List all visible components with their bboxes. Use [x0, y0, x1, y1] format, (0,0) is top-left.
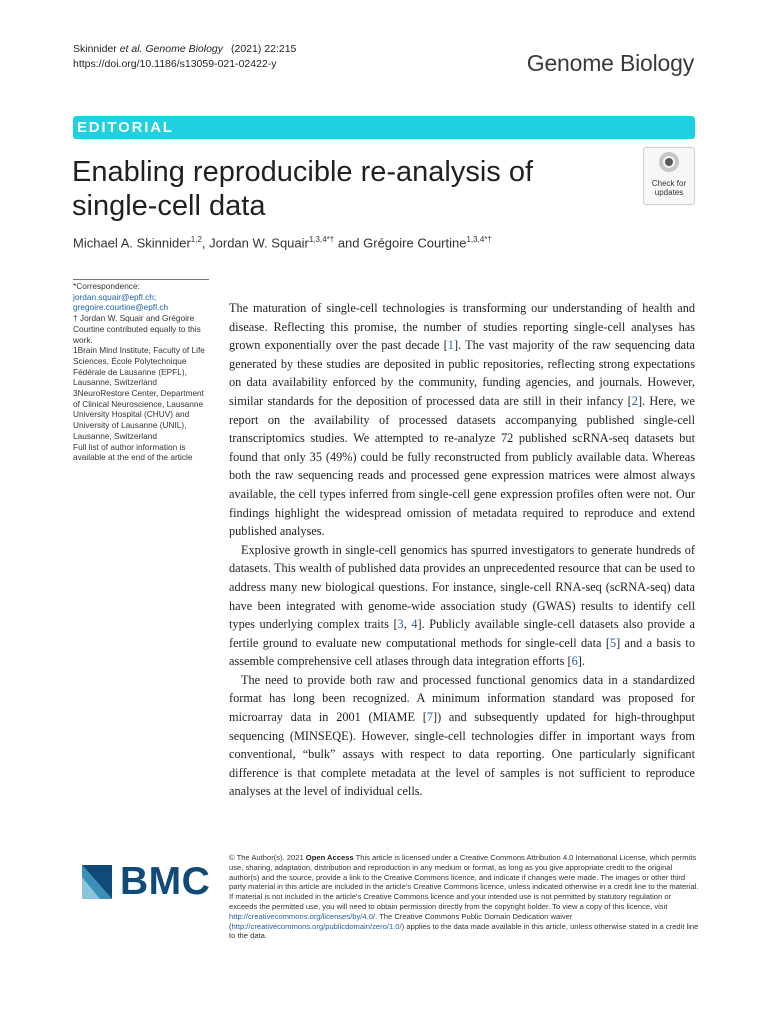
citation — [73, 42, 297, 72]
license-statement — [229, 853, 699, 941]
citation-et-al: et al. — [119, 43, 143, 55]
copyright-text: © The Author(s). 2021 — [229, 853, 306, 862]
license-text-1: This article is licensed under a Creative Commons Attribution 4.0 International License, which permits use, sharing, adaptation, distribution and reproduction in any medium or format, as long as you give appropriate credit to the original author(s) and the source, provide a link to the Creative Commons licence, and indicate if changes were made. The images or other third party material in this article are included in the article's Creative Commons licence, unless indicated otherwise in a credit line to the material. If material is not included in the article's Creative Commons licence and your intended use is not permitted by statutory regulation or exceeds the permitted use, you will need to obtain permission directly from the copyright holder. To view a copy of this licence, visit — [229, 853, 699, 911]
affiliation-1: 1Brain Mind Institute, Faculty of Life Sciences, École Polytechnique Fédérale de Lausanne (EPFL), Lausanne, Switzerland — [73, 345, 205, 388]
body-text: ]. — [577, 654, 585, 669]
citation-year-volume: (2021) 22:215 — [231, 43, 297, 55]
reference-link[interactable]: 3 — [397, 617, 404, 632]
doi-link[interactable]: https://doi.org/10.1186/s13059-021-02422-y — [73, 58, 277, 70]
affiliation-3: 3NeuroRestore Center, Department of Clinical Neuroscience, Lausanne University Hospital (CHUV) and University of Lausanne (UNIL), Lausanne, Switzerland — [73, 388, 204, 441]
body-text: The maturation of single-cell technologies is transforming our understanding of health and disease. Reflecting this promise, the number of studies reporting single-cell analyses has grown exponentially over the past decade [ — [229, 301, 695, 353]
author-affiliation-marker: 1,3,4*† — [466, 235, 492, 244]
author-name: Michael A. Skinnider — [73, 235, 191, 251]
cc-by-license-link[interactable]: http://creativecommons.org/licenses/by/4.0/ — [229, 911, 376, 921]
body-text: The need to provide both raw and processed functional genomics data in a standardized format has long been recognized. A minimum information standard was proposed for microarray data in 2001 (MIAME [ — [229, 672, 695, 725]
author-name: Jordan W. Squair — [209, 235, 309, 251]
article-type-banner — [73, 116, 695, 139]
body-text: ]. The vast majority of the raw sequencing data generated by these studies are deposited in public repositories, reflecting strong expectations on data availability enforced by the community, funding agencies, and journals. However, similar standards for the deposition of processed data are still in their infancy [ — [229, 338, 695, 408]
article-type-label: EDITORIAL — [77, 119, 174, 136]
body-text: ]. Publicly available single-cell datasets also provide a fertile ground to evaluate new computational methods for single-cell data [ — [229, 617, 696, 650]
reference-link[interactable]: 5 — [609, 635, 617, 650]
license-text-2: . The Creative Commons Public Domain Dedication waiver ( — [229, 911, 573, 931]
body-text: ]) and subsequently updated for high-throughput sequencing (MINSEQE). However, single-cell technologies differ in important ways from conventional, “bulk” assays with respect to data reporting. One particularly significant difference is that complete metadata at the level of samples is not sufficient to reproduce analyses at the level of individual cells. — [229, 710, 695, 799]
body-paragraph-1 — [229, 299, 695, 541]
body-paragraph-3 — [229, 671, 695, 801]
full-author-info-note: Full list of author information is available at the end of the article — [73, 441, 193, 463]
author-affiliation-marker: 1,3,4*† — [308, 235, 335, 244]
body-text: ]. Here, we report on the availability of processed datasets accompanying published single-cell transcriptomics studies. We attempted to re-analyze 72 published scRNA-seq datasets but found that only 35 (49%) could be fully reconstructed from publicly available data. Whereas both the raw sequencing reads and processed gene expression matrices were almost always available, the cell types inferred from single-cell gene expression profiles often were not. Our findings highlight the widespread omission of metadata required to reproduce and extend published analyses. — [229, 393, 696, 539]
author-name: Grégoire Courtine — [363, 235, 467, 251]
body-paragraph-2 — [229, 541, 695, 671]
open-access-label: Open Access — [305, 853, 354, 862]
reference-link[interactable]: 1 — [447, 338, 454, 353]
crossmark-badge[interactable] — [643, 147, 695, 205]
reference-link[interactable]: 2 — [631, 393, 638, 408]
body-text: , — [403, 617, 412, 632]
crossmark-icon — [659, 152, 679, 172]
equal-contribution-note: † Jordan W. Squair and Grégoire Courtine contributed equally to this work. — [73, 313, 201, 345]
email-link-courtine[interactable]: gregoire.courtine@epfl.ch — [73, 302, 169, 313]
author-list — [73, 235, 492, 250]
citation-journal: Genome Biology — [145, 43, 224, 55]
cc-zero-link[interactable]: http://creativecommons.org/publicdomain/zero/1.0/ — [231, 921, 402, 931]
author-separator: , — [201, 235, 210, 251]
journal-logo[interactable]: Genome Biology — [526, 50, 694, 76]
crossmark-label: Check for updates — [651, 179, 687, 197]
sidebar-divider — [73, 279, 209, 280]
body-text: ] and a basis to assemble comprehensive cell atlases through data integration efforts [ — [229, 635, 695, 669]
correspondence-label: *Correspondence: — [73, 281, 140, 291]
bmc-logo-icon — [82, 865, 112, 899]
author-affiliation-marker: 1,2 — [190, 235, 202, 244]
article-title: Enabling reproducible re-analysis of single-cell data — [72, 156, 534, 222]
author-info-sidebar — [73, 281, 213, 463]
reference-link[interactable]: 7 — [426, 710, 433, 725]
email-link-squair[interactable]: jordan.squair@epfl.ch; — [73, 291, 157, 302]
license-text-3: ) applies to the data made available in this article, unless otherwise stated in a credit line to the data. — [229, 921, 699, 941]
reference-link[interactable]: 4 — [411, 617, 418, 632]
author-separator: and — [334, 235, 364, 251]
bmc-wordmark: BMC — [120, 860, 211, 903]
body-text: Explosive growth in single-cell genomics has spurred investigators to generate hundreds of datasets. This wealth of published data provides an unprecedented resource that can be used to address many new biological questions. For instance, single-cell RNA-seq (scRNA-seq) data have been integrated with genome-wide association study (GWAS) results to identify cell types underlying complex traits [ — [229, 542, 695, 632]
reference-link[interactable]: 6 — [571, 654, 578, 669]
citation-author: Skinnider — [73, 43, 117, 55]
article-body — [229, 299, 695, 801]
bmc-logo[interactable] — [82, 862, 217, 902]
citation-line — [73, 42, 297, 57]
